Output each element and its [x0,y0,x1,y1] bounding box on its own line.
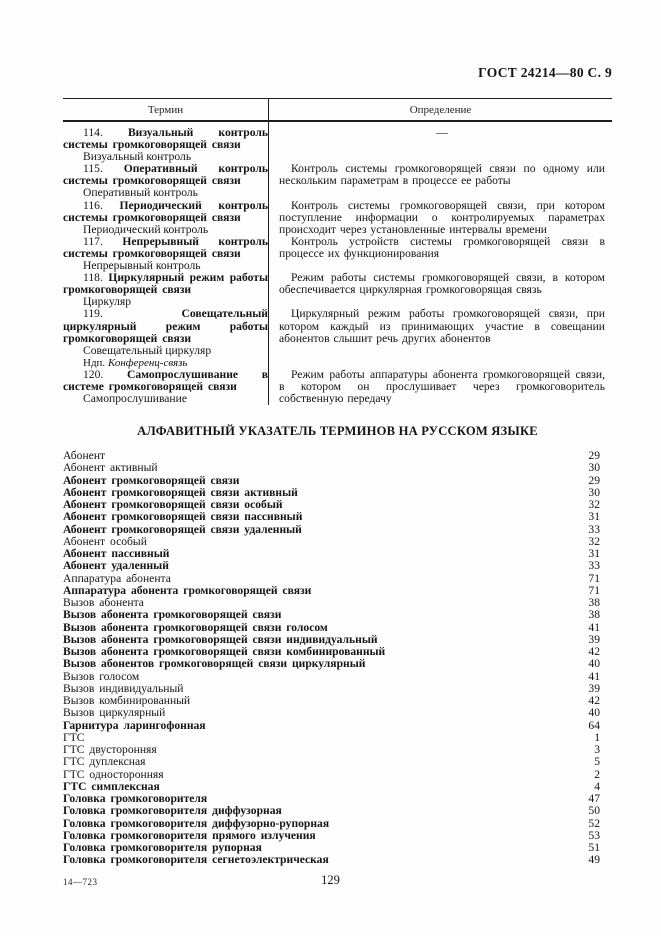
index-entry [63,854,600,866]
term-main [63,200,268,224]
term-text: Самопрослушивание в системе громкоговорящей связи [63,367,268,393]
index-page-number: 3 [594,743,600,757]
term-number: 114. [83,126,103,139]
index-page-number: 39 [588,632,600,646]
term-main [63,308,268,344]
term-short-form: Непрерывный контроль [83,259,201,273]
index-page-number: 5 [594,755,600,769]
index-term: Вызов абонента громкоговорящей связи голосом [63,620,328,634]
definition-text: Режим работы системы громкоговорящей связи, в котором обеспечивается циркулярная громкоговорящая связь [279,271,605,297]
index-term: ГТС односторонняя [63,767,164,781]
index-entry [63,560,600,572]
definition-cell [268,200,612,236]
index-page-number: 51 [588,841,600,855]
index-page-number: 2 [594,767,600,781]
index-term: Абонент пассивный [63,547,170,561]
index-term: Вызов абонента громкоговорящей связи индивидуальный [63,632,378,646]
term-cell [63,308,268,368]
index-term: Головка громкоговорителя рупорная [63,841,262,855]
term-short-form: Циркуляр [83,295,132,309]
table-body [63,122,612,405]
index-term: Аппаратура абонента громкоговорящей связи [63,583,312,597]
index-page-number: 42 [588,645,600,659]
index-page-number: 38 [588,608,600,622]
index-page-number: 53 [588,828,600,842]
definition-text: Циркулярный режим работы громкоговорящей связи, при котором каждый из принимающих участие в совещании абонентов слышит речь других абонентов [279,307,605,345]
term-number: 115. [83,162,103,176]
index-term: Головка громкоговорителя сегнетоэлектрическая [63,853,329,867]
nedop-label: Ндп. [83,356,106,369]
term-number: 119. [83,307,103,321]
index-term: ГТС двусторонняя [63,743,157,757]
term-short-form: Самопрослушивание [83,392,187,406]
term-main [63,236,268,260]
term-number: 117. [83,234,103,248]
index-page-number: 30 [588,461,600,475]
index-page-number: 49 [588,853,600,867]
index-page-number: 41 [588,669,600,683]
term-cell [63,163,268,199]
nedop-term: Конференц-связь [107,356,188,369]
definition-cell [268,163,612,199]
index-term: Абонент громкоговорящей связи активный [63,485,298,499]
index-term: Гарнитура ларингофонная [63,718,206,732]
index-page-number: 1 [594,730,600,744]
table-header-term: Термин [147,104,184,116]
term-main [63,127,268,151]
index-entry [63,720,600,732]
index-term: Абонент громкоговорящей связи пассивный [63,510,303,524]
index-page-number: 52 [588,816,600,830]
term-cell [63,236,268,272]
term-text: Оперативный контроль системы громкоговорящей связи [63,162,268,188]
index-entry [63,805,600,817]
index-term: Аппаратура абонента [63,571,171,585]
index-term: Вызов абонента [63,596,144,610]
term-main [63,369,268,393]
index-term: Абонент громкоговорящей связи удаленный [63,522,302,536]
index-entry [63,511,600,523]
index-term: Головка громкоговорителя [63,792,208,806]
definition-text: Контроль системы громкоговорящей связи, при котором поступление информации о контролируемых параметрах происходит через установленные интервалы времени [279,198,605,236]
term-row-114 [63,122,612,163]
definition-text: Режим работы аппаратуры абонента громкоговорящей связи, в котором он прослушивает через громкоговоритель собственную передачу [279,367,605,406]
term-cell [63,272,268,308]
index-page-number: 29 [588,449,600,463]
alphabetical-index [63,450,600,867]
index-page-number: 50 [588,804,600,818]
page-content [63,98,612,867]
index-term: Головка громкоговорителя диффузорно-рупорная [63,816,330,830]
index-term: Абонент громкоговорящей связи особый [63,498,283,512]
index-page-number: 29 [588,473,600,487]
term-row-115 [63,163,612,199]
term-short-form: Совещательный циркуляр [83,343,212,357]
term-number: 120. [83,367,104,381]
index-entry [63,658,600,670]
definition-text: Контроль устройств системы громкоговорящей связи в процессе их функционирования [279,234,605,260]
table-header-row [63,99,612,122]
definition-text: — [436,126,448,139]
index-page-number: 38 [588,596,600,610]
term-short-form: Визуальный контроль [83,150,192,164]
index-term: Вызов голосом [63,669,140,683]
index-term: Головка громкоговорителя прямого излучения [63,828,316,842]
term-number: 118. [83,271,103,285]
term-cell [63,122,268,163]
term-text: Непрерывный контроль системы громкоговорящей связи [63,234,268,260]
term-cell [63,200,268,236]
term-short-form: Периодический контроль [83,222,209,236]
definition-cell [268,236,612,272]
term-row-118 [63,272,612,308]
term-text: Циркулярный режим работы громкоговорящей связи [63,271,268,297]
definition-cell [268,272,612,308]
index-page-number: 40 [588,706,600,720]
index-page-number: 32 [588,498,600,512]
term-row-117 [63,236,612,272]
definition-cell [268,369,612,405]
index-term: Абонент удаленный [63,559,169,573]
page-header: ГОСТ 24214—80 С. 9 [478,65,612,80]
index-term: ГТС [63,730,85,744]
term-main [63,163,268,187]
index-entry [63,462,600,474]
table-header-definition: Определение [268,99,612,120]
index-page-number: 71 [588,571,600,585]
index-term: ГТС симплексная [63,779,160,793]
index-page-number: 64 [588,718,600,732]
term-row-119 [63,308,612,368]
index-page-number: 33 [588,559,600,573]
index-title: АЛФАВИТНЫЙ УКАЗАТЕЛЬ ТЕРМИНОВ НА РУССКОМ ЯЗЫКЕ [137,424,538,439]
term-text: Совещательный циркулярный режим работы громкоговорящей связи [63,307,268,345]
index-term: Абонент громкоговорящей связи [63,473,240,487]
index-page-number: 31 [588,547,600,561]
index-term: Абонент активный [63,461,158,475]
term-text: Визуальный контроль системы громкоговорящей связи [63,126,268,152]
index-term: Вызов циркулярный [63,706,166,720]
index-term: Вызов индивидуальный [63,681,184,695]
term-short-form: Оперативный контроль [83,186,198,200]
footer-page-number: 129 [321,873,340,887]
index-term: Вызов комбинированный [63,694,191,708]
index-page-number: 71 [588,583,600,597]
index-page-number: 39 [588,681,600,695]
index-term: Абонент особый [63,534,147,548]
index-entry [63,707,600,719]
index-page-number: 41 [588,620,600,634]
terms-table [63,98,612,405]
index-entry [63,756,600,768]
index-page-number: 4 [594,779,600,793]
index-term: Головка громкоговорителя диффузорная [63,804,282,818]
term-row-116 [63,200,612,236]
term-number: 116. [83,198,103,212]
definition-cell [268,308,612,368]
term-main [63,272,268,296]
index-term: Абонент [63,449,106,463]
index-term: ГТС дуплексная [63,755,146,769]
index-page-number: 31 [588,510,600,524]
index-page-number: 30 [588,485,600,499]
index-term: Вызов абонента громкоговорящей связи [63,608,282,622]
index-entry [63,609,600,621]
term-cell [63,369,268,405]
index-page-number: 42 [588,694,600,708]
index-page-number: 40 [588,657,600,671]
term-text: Периодический контроль системы громкоговорящей связи [63,198,268,224]
index-page-number: 32 [588,534,600,548]
index-term: Вызов абонентов громкоговорящей связи циркулярный [63,657,366,671]
definition-cell [268,122,612,163]
term-row-120 [63,369,612,405]
footer-sheet-mark: 14—723 [63,877,98,887]
index-term: Вызов абонента громкоговорящей связи комбинированный [63,645,386,659]
definition-text: Контроль системы громкоговорящей связи по одному или нескольким параметрам в процессе ее работы [279,162,605,188]
index-page-number: 33 [588,522,600,536]
index-page-number: 47 [588,792,600,806]
